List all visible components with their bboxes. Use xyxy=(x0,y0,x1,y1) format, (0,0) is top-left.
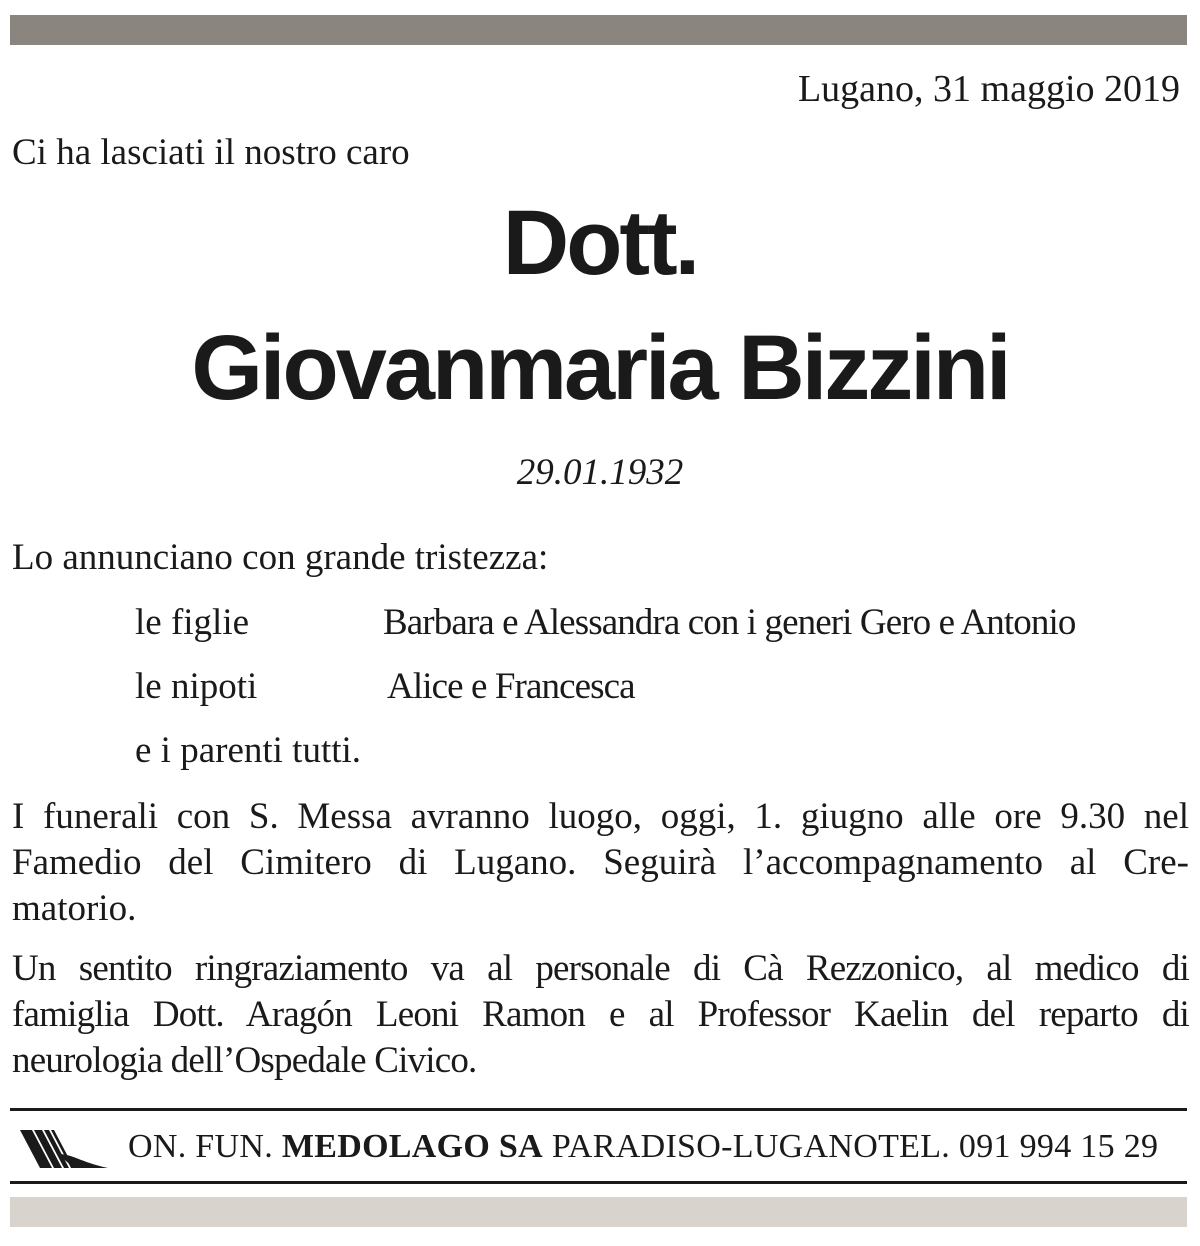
deceased-title: Dott. xyxy=(502,192,698,294)
footer-top-rule xyxy=(10,1108,1187,1111)
thanks-line: Un sentito ringraziamento va al personale di Cà Rezzonico, al medico di xyxy=(12,948,1189,989)
family-relation: le figlie xyxy=(135,602,250,643)
funeral-line: Famedio del Cimitero di Lugano. Seguirà l’accompagnamento al Cre- xyxy=(12,842,1189,883)
thanks-paragraph xyxy=(12,946,1189,1084)
footer-phone: TEL. 091 994 15 29 xyxy=(878,1128,1159,1165)
family-names: Alice e Francesca xyxy=(387,666,635,707)
footer-prefix: ON. FUN. xyxy=(128,1128,274,1165)
funeral-line: I funerali con S. Messa avranno luogo, oggi, 1. giugno alle ore 9.30 nel xyxy=(12,796,1189,837)
thanks-line: neurologia dell’Ospedale Civico. xyxy=(12,1040,477,1081)
funeral-home-line xyxy=(128,1124,1158,1170)
relatives-text: e i parenti tutti. xyxy=(135,730,362,771)
medolago-logo-icon xyxy=(18,1124,110,1172)
funeral-paragraph xyxy=(12,794,1189,932)
funeral-home-footer xyxy=(18,1120,1188,1174)
footer-location: PARADISO-LUGANO xyxy=(551,1128,879,1165)
family-names: Barbara e Alessandra con i generi Gero e Antonio xyxy=(383,602,1076,643)
intro-text: Ci ha lasciati il nostro caro xyxy=(12,132,410,173)
funeral-line: matorio. xyxy=(12,888,137,929)
top-divider-bar xyxy=(10,15,1187,45)
place-date: Lugano, 31 maggio 2019 xyxy=(797,68,1180,110)
family-relation: le nipoti xyxy=(135,666,258,707)
deceased-name: Giovanmaria Bizzini xyxy=(191,317,1009,419)
announcement-text: Lo annunciano con grande tristezza: xyxy=(12,537,549,578)
birth-date: 29.01.1932 xyxy=(516,452,684,493)
bottom-divider-bar xyxy=(10,1197,1187,1227)
footer-bottom-rule xyxy=(10,1181,1187,1184)
thanks-line: famiglia Dott. Aragón Leoni Ramon e al Professor Kaelin del reparto di xyxy=(12,994,1189,1035)
footer-company: MEDOLAGO SA xyxy=(281,1128,543,1165)
